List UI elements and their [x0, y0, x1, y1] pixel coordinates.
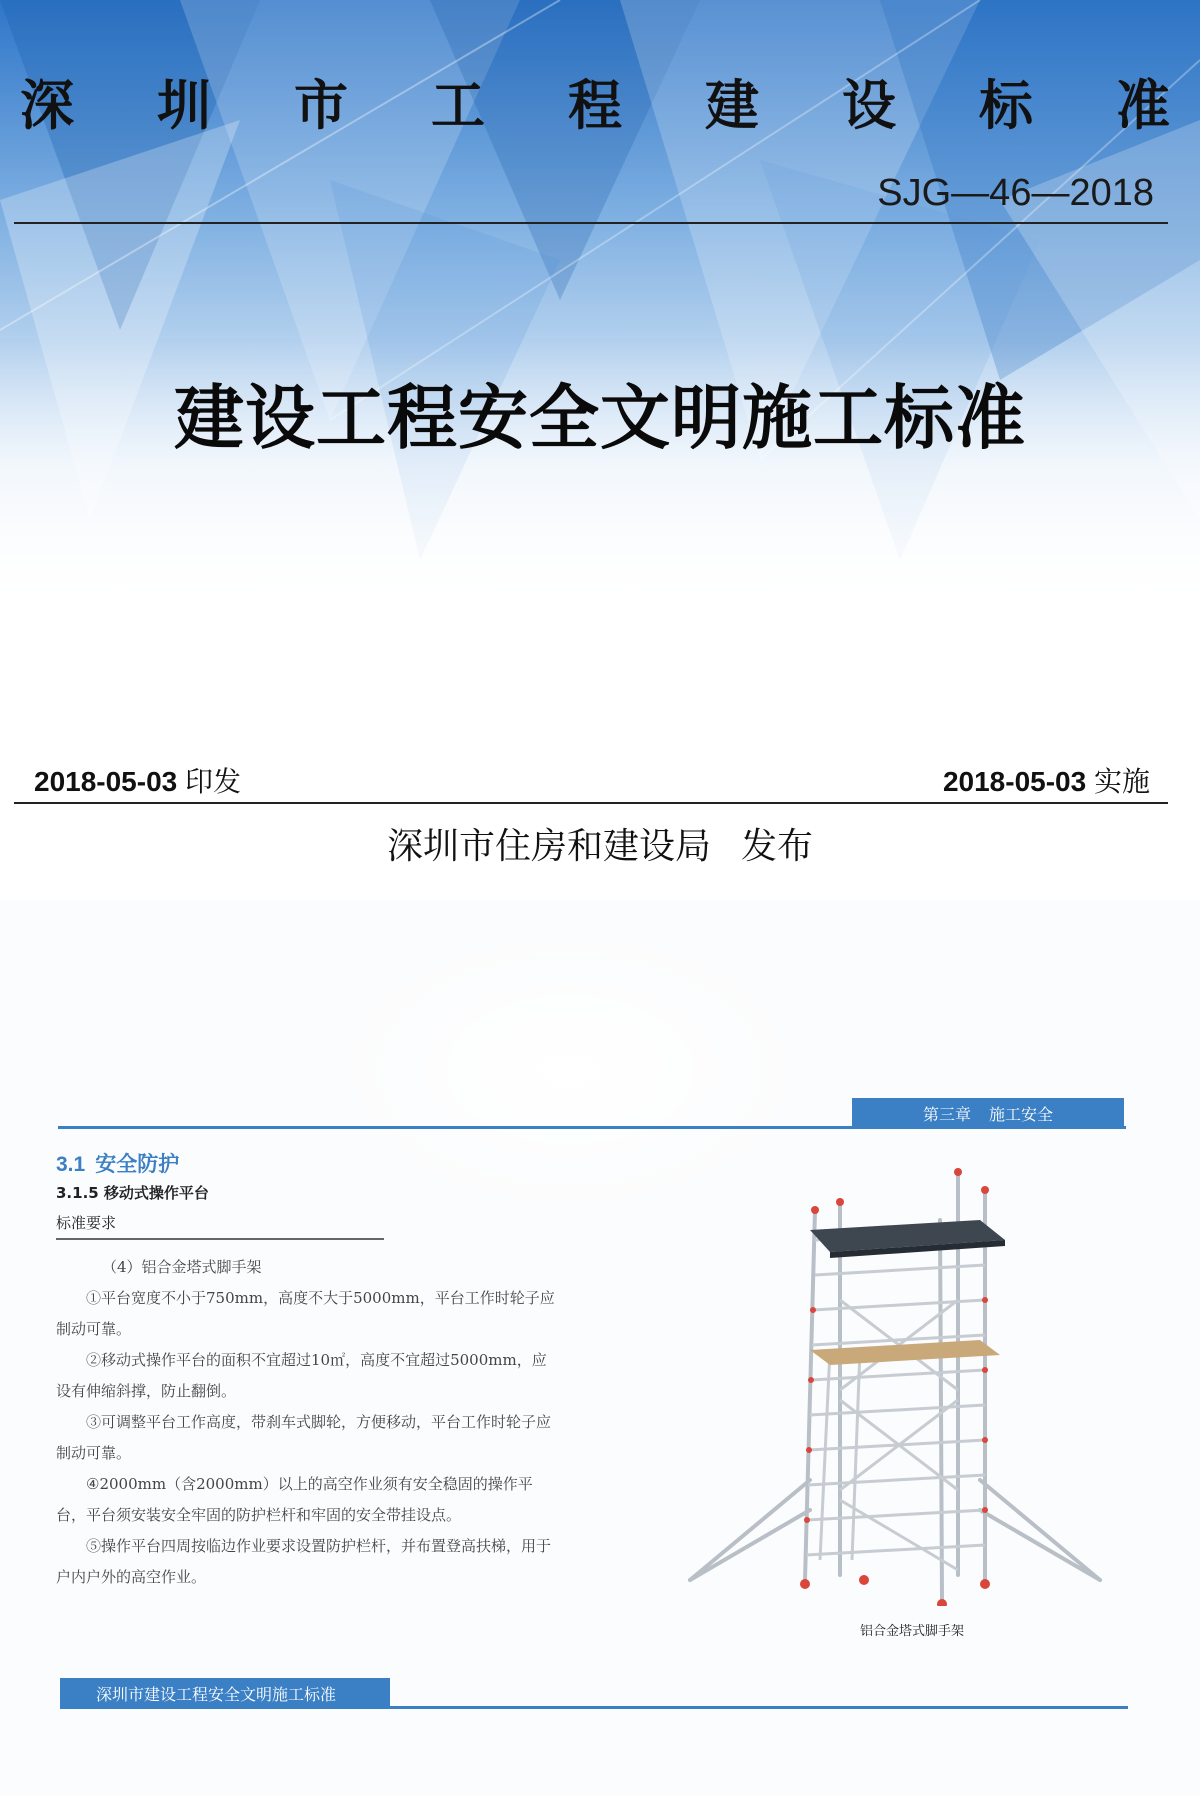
header-char: 圳 — [157, 73, 211, 137]
section-name: 安全防护 — [95, 1152, 180, 1176]
effective-date: 2018-05-03 — [942, 766, 1087, 797]
header-char: 准 — [1116, 73, 1170, 137]
header-char: 标 — [979, 73, 1033, 137]
paragraph: ④2000mm（含2000mm）以上的高空作业须有安全稳固的操作平台，平台须安装安全牢固的防护栏杆和牢固的安全带挂设点。 — [56, 1475, 533, 1524]
issuing-authority-title — [20, 73, 1170, 137]
effective-date-line — [943, 760, 1150, 800]
requirement-text — [56, 1252, 556, 1593]
requirement-rule — [56, 1238, 384, 1240]
standard-code: SJG—46—2018 — [877, 172, 1154, 214]
header-char: 深 — [20, 73, 74, 137]
header-char: 市 — [294, 73, 348, 137]
paragraph: ①平台宽度不小于750mm，高度不大于5000mm，平台工作时轮子应制动可靠。 — [56, 1289, 555, 1338]
issue-date-line — [34, 760, 241, 800]
publish-label: 发布 — [741, 826, 814, 867]
footer-title: 深圳市建设工程安全文明施工标准 — [60, 1678, 390, 1708]
header-char: 程 — [568, 73, 622, 137]
paragraph: ③可调整平台工作高度，带刹车式脚轮，方便移动，平台工作时轮子应制动可靠。 — [56, 1413, 552, 1462]
issue-label: 印发 — [185, 765, 242, 798]
chapter-name: 施工安全 — [989, 1105, 1054, 1124]
header-char: 工 — [431, 73, 485, 137]
divider — [14, 802, 1168, 804]
item-heading: （4）铝合金塔式脚手架 — [102, 1258, 262, 1276]
footer-rule — [60, 1706, 1128, 1709]
paragraph: ②移动式操作平台的面积不宜超过10㎡，高度不宜超过5000mm，应设有伸缩斜撑，防止翻倒。 — [56, 1351, 547, 1400]
requirement-label: 标准要求 — [56, 1214, 117, 1232]
chapter-number: 第三章 — [922, 1105, 971, 1124]
effective-label: 实施 — [1093, 765, 1150, 798]
document-title: 建设工程安全文明施工标准 — [174, 376, 1026, 459]
scaffold-illustration — [680, 1160, 1140, 1606]
publisher-name: 深圳市住房和建设局 — [386, 826, 711, 867]
content-page — [0, 900, 1200, 1796]
subsection-title: 3.1.5 移动式操作平台 — [56, 1184, 209, 1202]
image-caption: 铝合金塔式脚手架 — [860, 1624, 965, 1639]
chapter-tab — [852, 1098, 1124, 1129]
header-char: 建 — [705, 73, 759, 137]
header-char: 设 — [842, 73, 896, 137]
divider — [14, 222, 1168, 224]
issue-date: 2018-05-03 — [34, 766, 178, 797]
publisher-line — [0, 818, 1200, 869]
section-number: 3.1 — [56, 1153, 86, 1176]
section-title — [56, 1148, 179, 1178]
paragraph: ⑤操作平台四周按临边作业要求设置防护栏杆，并布置登高扶梯，用于户内户外的高空作业。 — [56, 1537, 552, 1586]
